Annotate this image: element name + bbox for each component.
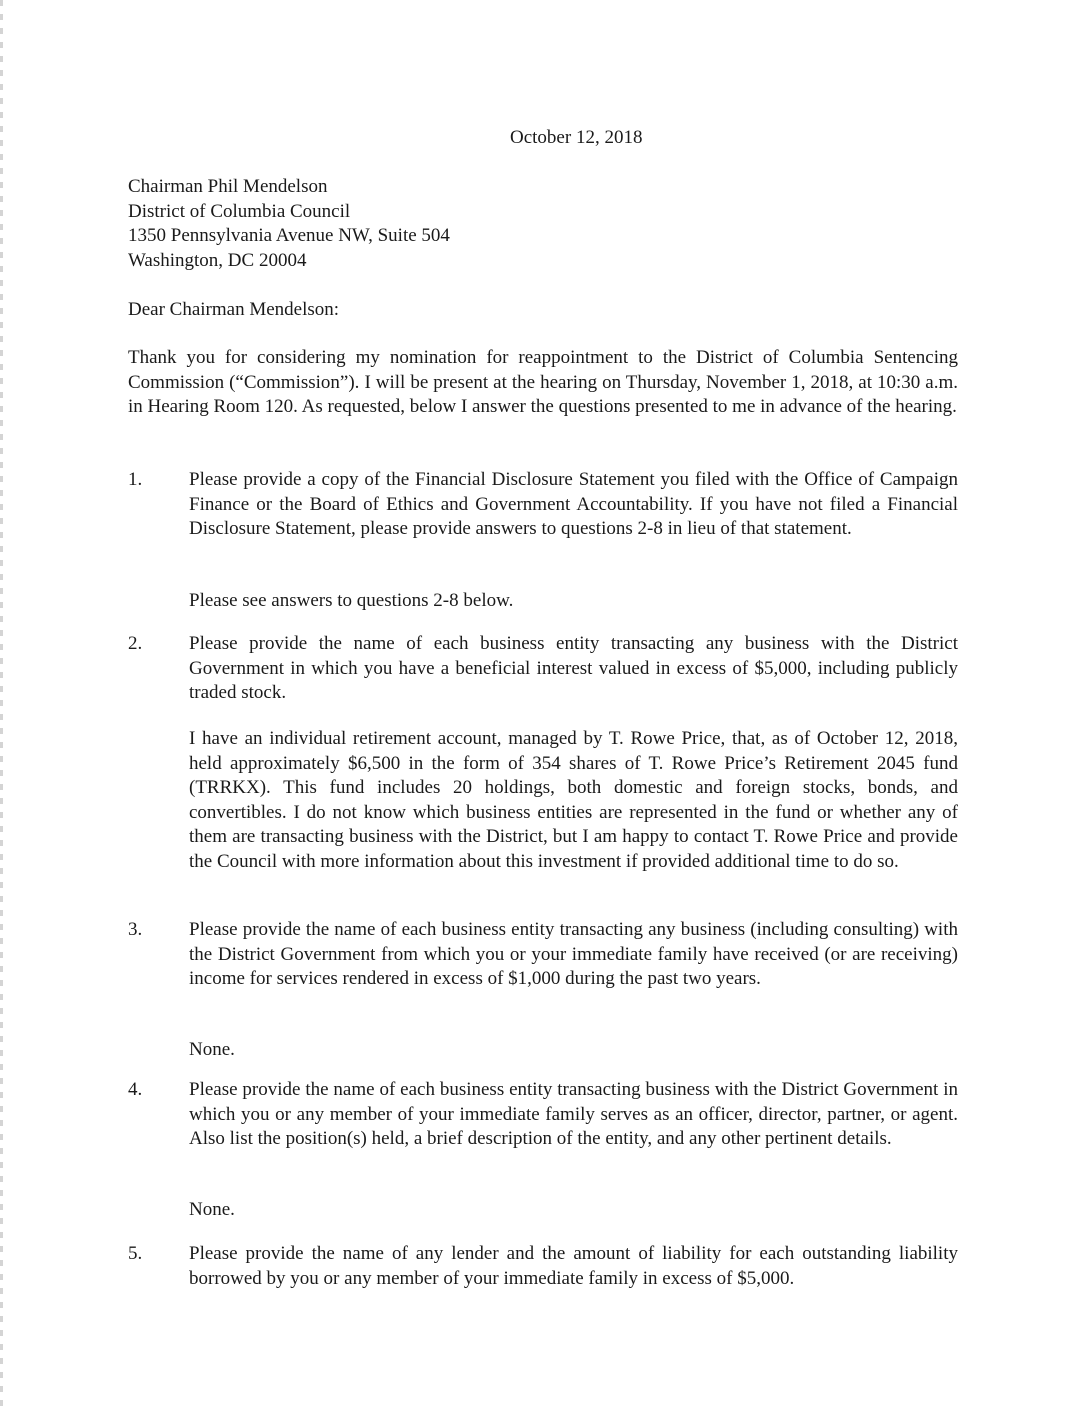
recipient-name: Chairman Phil Mendelson: [128, 176, 328, 197]
question-number: 5.: [128, 1243, 143, 1264]
recipient-city: Washington, DC 20004: [128, 249, 307, 271]
question-number: 2.: [128, 633, 143, 654]
answer-1: Please see answers to questions 2-8 below.: [189, 590, 514, 611]
question-text: Please provide the name of each business entity transacting business with the District Government in which you or any member of your immediate family serves as an officer, director, partner, or agent. Also list the position(s) held, a brief description of the entity, and any other pertinent details.: [189, 1079, 958, 1149]
answer-2: I have an individual retirement account, managed by T. Rowe Price, that, as of October 12, 2018, held approximately $6,500 in the form of 354 shares of T. Rowe Price’s Retirement 2045 fund (TRRKX). This fund includes 20 holdings, both domestic and foreign stocks, bonds, and convertibles. I do not know which business entities are represented in the fund or whether any of them are transacting business with the District, but I am happy to contact T. Rowe Price and provide the Council with more information about this investment if provided additional time to do so.: [189, 728, 958, 872]
recipient-street: 1350 Pennsylvania Avenue NW, Suite 504: [128, 225, 450, 246]
intro-paragraph: Thank you for considering my nomination for reappointment to the District of Columbia Sentencing Commission (“Commission”). I will be present at the hearing on Thursday, November 1, 2018, at 10:30 a.m. in Hearing Room 120. As requested, below I answer the questions presented to me in advance of the hearing.: [128, 347, 958, 417]
question-2: [128, 632, 958, 706]
answer-3: None.: [189, 1039, 235, 1060]
question-1: [128, 468, 958, 542]
scan-edge-artifact: [0, 0, 3, 1408]
question-text: Please provide the name of each business entity transacting any business with the District Government in which you have a beneficial interest valued in excess of $5,000, including publicly traded stock.: [189, 633, 958, 703]
recipient-address: [128, 175, 450, 273]
answer-4: None.: [189, 1199, 235, 1220]
question-3: [128, 918, 958, 992]
question-number: 4.: [128, 1079, 143, 1100]
question-number: 3.: [128, 919, 143, 940]
question-4: [128, 1078, 958, 1152]
question-5: [128, 1242, 958, 1291]
question-number: 1.: [128, 469, 143, 490]
recipient-organization: District of Columbia Council: [128, 200, 351, 222]
question-text: Please provide a copy of the Financial Disclosure Statement you filed with the Office of Campaign Finance or the Board of Ethics and Government Accountability. If you have not filed a Financial Disclosure Statement, please provide answers to questions 2-8 in lieu of that statement.: [189, 469, 958, 539]
letter-date: October 12, 2018: [510, 127, 643, 148]
salutation: Dear Chairman Mendelson:: [128, 299, 340, 320]
question-text: Please provide the name of any lender and the amount of liability for each outstanding liability borrowed by you or any member of your immediate family in excess of $5,000.: [189, 1243, 958, 1289]
question-text: Please provide the name of each business entity transacting any business (including consulting) with the District Government from which you or your immediate family have received (or are receiving) income for services rendered in excess of $1,000 during the past two years.: [189, 919, 958, 989]
